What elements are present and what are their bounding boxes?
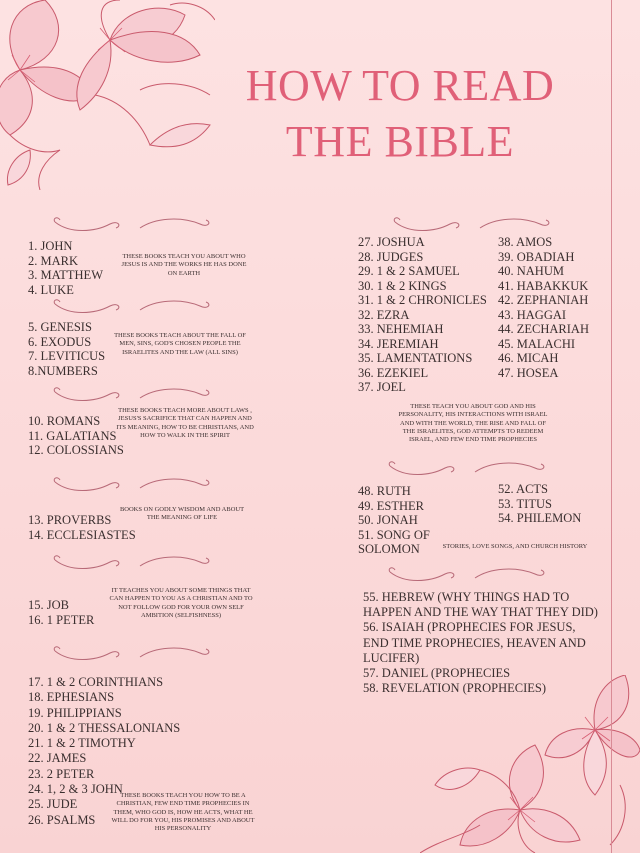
list-item: 30. 1 & 2 KINGS [358, 278, 447, 293]
book-list-group-8-col-1 [358, 484, 430, 557]
list-item: 10. ROMANS [28, 414, 101, 428]
list-item: 29. 1 & 2 SAMUEL [358, 264, 460, 278]
list-item: 46. MICAH [498, 351, 559, 365]
list-item: 6. EXODUS [28, 334, 92, 349]
list-item: 42. ZEPHANIAH [498, 293, 589, 307]
list-item: 58. REVELATION (PROPHECIES) [363, 681, 546, 696]
book-list-group-1 [28, 239, 103, 297]
list-item: 38. AMOS [498, 235, 553, 249]
list-item: 54. PHILEMON [498, 511, 582, 525]
list-item: 17. 1 & 2 CORINTHIANS [28, 675, 164, 689]
list-item: 49. ESTHER [358, 498, 424, 513]
list-item: 27. JOSHUA [358, 235, 425, 249]
list-item: 25. JUDE [28, 797, 78, 812]
flower-bottom-icon [420, 675, 640, 853]
group-4-note: BOOKS ON GODLY WISDOM AND ABOUT THE MEANING OF LIFE [119, 506, 245, 522]
list-item: 37. JOEL [358, 380, 406, 394]
swirl-divider-icon [385, 564, 555, 586]
book-list-group-9 [363, 590, 598, 696]
group-6-note: THESE BOOKS TEACH YOU HOW TO BE A CHRISTIAN, FEW END TIME PROPHECIES IN THEM, WHO GOD IS, HOW HE ACTS, WHAT HE WILL DO FOR YOU, HIS PROMISES AND ABOUT HIS PERSONALITY [111, 792, 255, 833]
list-item: 43. HAGGAI [498, 307, 567, 322]
list-item: 16. 1 PETER [28, 612, 95, 627]
list-item: 13. PROVERBS [28, 513, 112, 527]
swirl-divider-icon [50, 552, 220, 574]
book-list-group-7-col-2 [498, 235, 589, 380]
list-item: 31. 1 & 2 CHRONICLES [358, 293, 487, 307]
page-title [200, 58, 600, 170]
list-item: 55. HEBREW (WHY THINGS HAD TO [363, 590, 570, 604]
list-item: 51. SONG OF [358, 527, 430, 542]
list-item: 24. 1, 2 & 3 JOHN [28, 782, 123, 797]
list-item: 11. GALATIANS [28, 428, 117, 443]
list-item: 35. LAMENTATIONS [358, 351, 473, 365]
title-line-1: HOW TO READ [245, 61, 555, 110]
book-list-group-5 [28, 598, 94, 627]
list-item: 47. HOSEA [498, 365, 559, 380]
group-2-note: THESE BOOKS TEACH ABOUT THE FALL OF MEN, SINS, GOD'S CHOSEN PEOPLE THE ISRAELITES AND THE LAW (ALL SINS) [114, 332, 246, 356]
list-item: 36. EZEKIEL [358, 365, 429, 380]
list-item: 41. HABAKKUK [498, 278, 589, 293]
group-5-note: IT TEACHES YOU ABOUT SOME THINGS THAT CAN HAPPEN TO YOU AS A CHRISTIAN AND TO NOT FOLLOW GOD FOR YOUR OWN SELF AMBITION (SELFISHNESS) [109, 587, 253, 619]
group-7-note: THESE TEACH YOU ABOUT GOD AND HIS PERSONALITY, HIS INTERACTIONS WITH ISRAEL AND WITH THE WORLD, THE RISE AND FALL OF THE ISRAELITES, GOD ATTEMPTS TO REDEEM ISRAEL, AND FEW END TIME PROPHECIES [398, 403, 548, 444]
list-item: 7. LEVITICUS [28, 349, 106, 363]
flower-top-icon [0, 0, 215, 190]
book-list-group-7-col-1 [358, 235, 487, 395]
swirl-divider-icon [50, 214, 220, 236]
list-item: 33. NEHEMIAH [358, 322, 444, 336]
list-item: 34. JEREMIAH [358, 336, 439, 351]
list-item: 20. 1 & 2 THESSALONIANS [28, 720, 181, 735]
list-item: 40. NAHUM [498, 264, 564, 278]
list-item: END TIME PROPHECIES, HEAVEN AND [363, 635, 586, 650]
list-item: 44. ZECHARIAH [498, 322, 589, 336]
list-item: 5. GENESIS [28, 320, 92, 334]
book-list-group-3 [28, 414, 124, 458]
list-item: 19. PHILIPPIANS [28, 705, 122, 720]
book-list-group-2 [28, 320, 105, 378]
list-item: 50. JONAH [358, 513, 418, 527]
group-1-note: THESE BOOKS TEACH YOU ABOUT WHO JESUS IS AND THE WORKS HE HAS DONE ON EARTH [121, 253, 247, 277]
list-item: 53. TITUS [498, 496, 552, 511]
group-3-note: THESE BOOKS TEACH MORE ABOUT LAWS , JESUS'S SACRIFICE THAT CAN HAPPEN AND ITS MEANING, HOW TO BE CHRISTIANS, AND HOW TO WALK IN THE SPIRIT [116, 407, 254, 439]
list-item: 15. JOB [28, 598, 69, 612]
list-item: 28. JUDGES [358, 249, 424, 264]
list-item: 39. OBADIAH [498, 249, 575, 264]
list-item: 23. 2 PETER [28, 766, 95, 781]
list-item: 56. ISAIAH (PROPHECIES FOR JESUS, [363, 620, 576, 635]
list-item: 1. JOHN [28, 239, 73, 253]
list-item: 22. JAMES [28, 751, 87, 766]
list-item: 2. MARK [28, 253, 79, 268]
list-item: 32. EZRA [358, 307, 410, 322]
right-border-line [611, 0, 612, 853]
list-item: 4. LUKE [28, 282, 74, 297]
list-item: 45. MALACHI [498, 336, 576, 351]
swirl-divider-icon [50, 643, 220, 665]
list-item: 52. ACTS [498, 482, 549, 496]
swirl-divider-icon [50, 384, 220, 406]
list-item: 3. MATTHEW [28, 268, 103, 282]
group-8-note: STORIES, LOVE SONGS, AND CHURCH HISTORY [442, 543, 588, 550]
list-item: 26. PSALMS [28, 812, 96, 827]
title-line-2: THE BIBLE [285, 117, 515, 166]
list-item: 48. RUTH [358, 484, 411, 498]
list-item: HAPPEN AND THE WAY THAT THEY DID) [363, 605, 598, 620]
list-item: 8.NUMBERS [28, 363, 98, 378]
list-item: 12. COLOSSIANS [28, 443, 124, 457]
list-item: LUCIFER) [363, 650, 420, 665]
list-item: 18. EPHESIANS [28, 690, 115, 705]
swirl-divider-icon [50, 296, 220, 318]
swirl-divider-icon [385, 458, 555, 480]
swirl-divider-icon [390, 214, 560, 236]
swirl-divider-icon [50, 474, 220, 496]
list-item: 21. 1 & 2 TIMOTHY [28, 736, 136, 751]
book-list-group-8-col-2 [498, 482, 581, 526]
list-item: 57. DANIEL (PROPHECIES [363, 666, 511, 681]
list-item: 14. ECCLESIASTES [28, 527, 136, 542]
list-item: SOLOMON [358, 542, 420, 556]
